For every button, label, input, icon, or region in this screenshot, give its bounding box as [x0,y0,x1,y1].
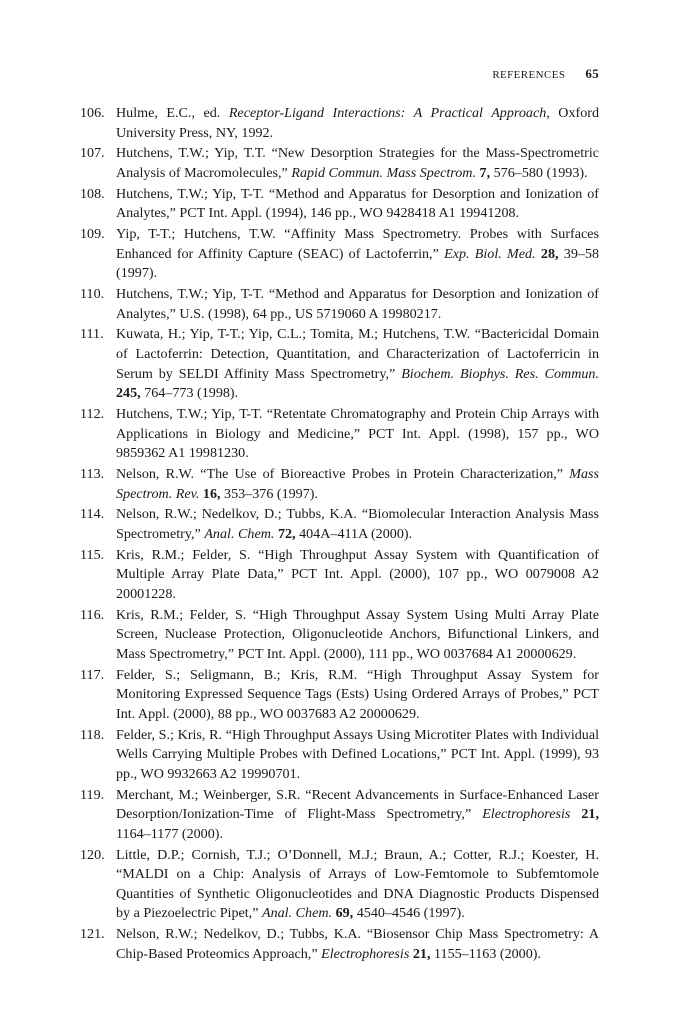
reference-item [80,606,599,665]
reference-item [80,925,599,964]
reference-number: 117. [80,666,105,683]
reference-text [116,505,599,544]
section-title: REFERENCES [492,69,566,81]
reference-segment: Hutchens, T.W.; Yip, T.T. “New Desorption Strategies for the Mass-Spectrometric Analysis of Macromolecules,” [116,145,599,181]
reference-text [116,925,599,964]
reference-number: 108. [80,185,105,202]
reference-item [80,325,599,403]
reference-segment: Merchant, M.; Weinberger, S.R. “Recent Advancements in Surface-Enhanced Laser Desorption/Ionization-Time of Flight-Mass Spectrometry,” [116,786,599,823]
reference-text [116,405,599,464]
reference-segment: Kuwata, H.; Yip, T-T.; Yip, C.L.; Tomita, M.; Hutchens, T.W. “Bactericidal Domain of Lactoferrin: Detection, Quantitation, and Characterization of Lactoferricin in Serum by SELDI Affinity Mass Spectrometry,” [116,326,599,382]
volume-number: 245, [116,385,141,402]
journal-title: Biochem. Biophys. Res. Commun. [401,365,599,382]
reference-text [116,285,599,324]
reference-text [116,465,599,504]
reference-text [116,666,599,725]
volume-number: 69, [335,905,354,922]
reference-text [116,185,599,224]
reference-list [80,104,599,966]
reference-number: 107. [80,145,105,162]
volume-number: 7, [479,164,491,181]
reference-text [116,104,599,143]
reference-text [116,325,599,403]
reference-number: 114. [80,506,105,523]
reference-number: 106. [80,105,105,121]
reference-segment: 1164–1177 (2000). [116,825,223,842]
reference-item [80,846,599,924]
journal-title: Rapid Commun. Mass Spectrom. [291,164,476,181]
reference-item [80,465,599,504]
reference-item [80,505,599,544]
reference-item [80,405,599,464]
reference-segment: Felder, S.; Seligmann, B.; Kris, R.M. “High Throughput Assay System for Monitoring Expressed Sequence Tags (Ests) Using Ordered Arrays of Probes,” PCT Int. Appl. (2000), 88 pp., WO 0037683 A2 20000629. [116,666,599,722]
reference-text [116,846,599,924]
journal-title: Anal. Chem. [204,525,275,542]
reference-number: 111. [80,326,104,343]
reference-segment: Hulme, E.C., ed. [116,105,229,121]
reference-number: 109. [80,226,105,243]
page-number: 65 [585,66,599,81]
reference-item [80,225,599,284]
reference-number: 116. [80,606,105,623]
volume-number: 28, [540,245,559,262]
reference-number: 120. [80,846,105,863]
reference-number: 113. [80,466,105,482]
reference-number: 118. [80,726,105,743]
reference-segment: 404A–411A (2000). [295,525,413,542]
reference-segment: Nelson, R.W.; Nedelkov, D.; Tubbs, K.A. “Biomolecular Interaction Analysis Mass Spectrometry,” [116,506,599,542]
reference-item [80,104,599,143]
reference-number: 115. [80,546,105,563]
reference-number: 121. [80,926,105,943]
reference-item [80,546,599,605]
reference-segment: Kris, R.M.; Felder, S. “High Throughput Assay System with Quantification of Multiple Array Plate Data,” PCT Int. Appl. (2000), 107 pp., WO 0079008 A2 20001228. [116,546,599,602]
journal-title: Electrophoresis [482,806,571,823]
reference-item [80,185,599,224]
reference-segment: , Oxford University Press, NY, 1992. [116,105,599,141]
journal-title: Exp. Biol. Med. [444,245,536,262]
reference-segment: Hutchens, T.W.; Yip, T-T. “Method and Apparatus for Desorption and Ionization of Analytes,” U.S. (1998), 64 pp., US 5719060 A 19980217. [116,286,599,322]
reference-number: 119. [80,786,105,803]
volume-number: 21, [581,806,599,823]
reference-segment: 764–773 (1998). [140,385,239,402]
reference-segment: Yip, T-T.; Hutchens, T.W. “Affinity Mass Spectrometry. Probes with Surfaces Enhanced for Affinity Capture (SEAC) of Lactoferrin,” [116,226,599,262]
reference-segment: 1155–1163 (2000). [430,945,541,962]
reference-item [80,144,599,183]
running-header [80,66,599,82]
journal-title: Mass Spectrom. Rev. [116,466,599,502]
reference-segment: Hutchens, T.W.; Yip, T-T. “Method and Apparatus for Desorption and Ionization of Analytes,” PCT Int. Appl. (1994), 146 pp., WO 9428418 A1 19941208. [116,185,599,222]
reference-segment: Hutchens, T.W.; Yip, T-T. “Retentate Chromatography and Protein Chip Arrays with Applications in Biology and Medicine,” PCT Int. Appl. (1998), 157 pp., WO 9859362 A1 19981230. [116,406,599,462]
reference-item [80,285,599,324]
journal-title: Receptor-Ligand Interactions: A Practical Approach [228,105,547,121]
journal-title: Anal. Chem. [261,905,333,922]
volume-number: 21, [412,945,431,962]
reference-text [116,786,599,845]
reference-segment: 4540–4546 (1997). [353,905,465,922]
reference-item [80,786,599,845]
reference-item [80,666,599,725]
reference-text [116,225,599,284]
reference-segment: Kris, R.M.; Felder, S. “High Throughput Assay System Using Multi Array Plate Screen, Nuclease Protection, Oligonucleotide Anchors, Bifunctional Linkers, and Mass Spectrometry,” PCT Int. Appl. (2000), 111 pp., WO 0037684 A1 20000629. [116,606,599,662]
reference-segment: 39–58 (1997). [116,245,600,282]
reference-segment: 353–376 (1997). [220,485,318,502]
reference-text [116,546,599,605]
reference-text [116,726,599,785]
volume-number: 72, [277,525,296,542]
reference-item [80,726,599,785]
reference-text [116,144,599,183]
reference-segment: Felder, S.; Kris, R. “High Throughput Assays Using Microtiter Plates with Individual Wells Carrying Multiple Probes with Defined Locations,” PCT Int. Appl. (1999), 93 pp., WO 9932663 A2 19990701. [116,726,599,782]
reference-segment: Nelson, R.W. “The Use of Bioreactive Probes in Protein Characterization,” [116,466,570,482]
reference-number: 110. [80,286,105,303]
reference-segment: Little, D.P.; Cornish, T.J.; O’Donnell, M.J.; Braun, A.; Cotter, R.J.; Koester, H. “MALDI on a Chip: Analysis of Arrays of Low-Femtomole to Subfemtomole Quantities of Synthetic Oligonucleotides and DNA Diagnostic Products Dispensed by a Piezoelectric Pipet,” [116,846,599,922]
reference-number: 112. [80,406,105,423]
reference-segment: Nelson, R.W.; Nedelkov, D.; Tubbs, K.A. “Biosensor Chip Mass Spectrometry: A Chip-Based Proteomics Approach,” [116,926,599,962]
reference-segment [570,806,581,822]
volume-number: 16, [202,485,221,502]
reference-segment: 576–580 (1993). [490,164,588,181]
journal-title: Electrophoresis [321,945,410,962]
reference-text [116,606,599,665]
